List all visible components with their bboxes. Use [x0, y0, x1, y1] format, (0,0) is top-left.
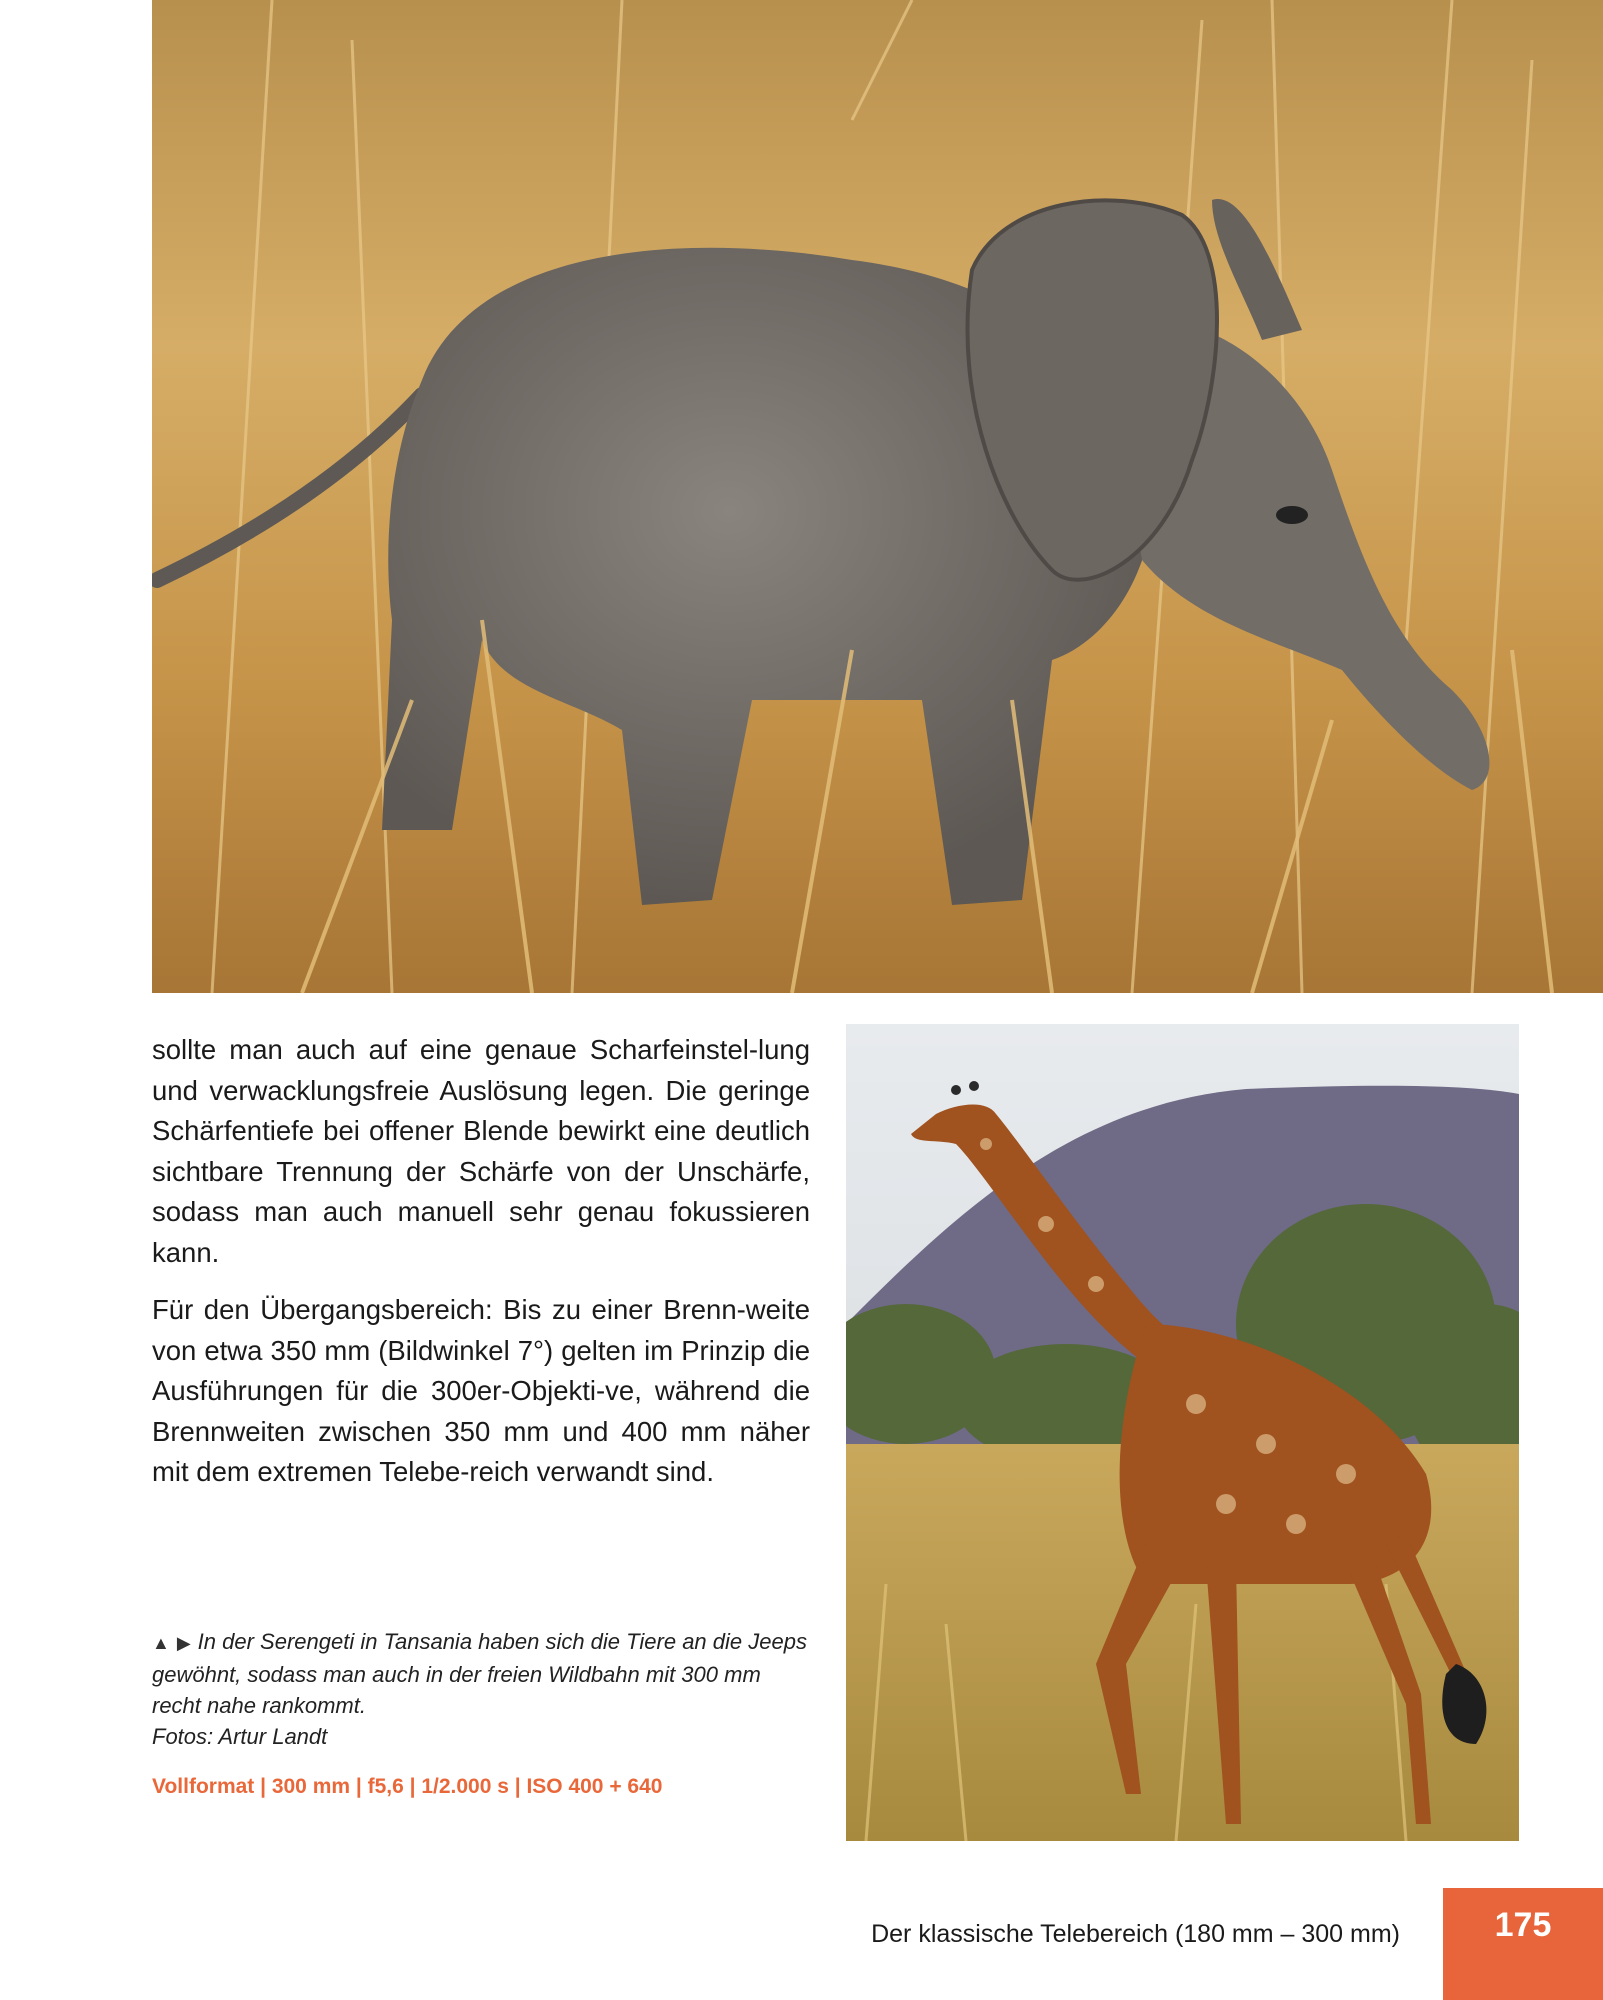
page-number: 175 — [1494, 1906, 1552, 1944]
giraffe-photo — [846, 1024, 1519, 1841]
caption-text: In der Serengeti in Tansania haben sich die Tiere an die Jeeps gewöhnt, sodass man auch in der freien Wildbahn mit 300 mm recht nahe rankommt. — [152, 1629, 807, 1718]
page-number-box — [1443, 1888, 1603, 2000]
caption-credit: Fotos: Artur Landt — [152, 1724, 328, 1749]
body-paragraph-2: Für den Übergangsbereich: Bis zu einer Brenn-weite von etwa 350 mm (Bildwinkel 7°) gelten im Prinzip die Ausführungen für die 300er-Objekti-ve, während die Brennweiten zwischen 350 mm und 400 mm näher mit dem extremen Telebe-reich verwandt sind. — [152, 1294, 810, 1487]
body-paragraph-1: sollte man auch auf eine genaue Scharfeinstel-lung und verwacklungsfreie Auslösung legen. Die geringe Schärfentiefe bei offener Blende bewirkt eine deutlich sichtbare Trennung der Schärfe von der Unschärfe, sodass man auch manuell sehr genau fokussieren kann. — [152, 1034, 810, 1268]
exif-data: Vollformat | 300 mm | f5,6 | 1/2.000 s | ISO 400 + 640 — [152, 1775, 663, 1798]
elephant-photo — [152, 0, 1603, 993]
chapter-title: Der klassische Telebereich (180 mm – 300 mm) — [871, 1920, 1400, 1948]
caption-arrows-icon: ▲ ▶ — [152, 1633, 192, 1653]
photo-caption — [152, 1626, 812, 1752]
body-text — [152, 1030, 810, 1510]
